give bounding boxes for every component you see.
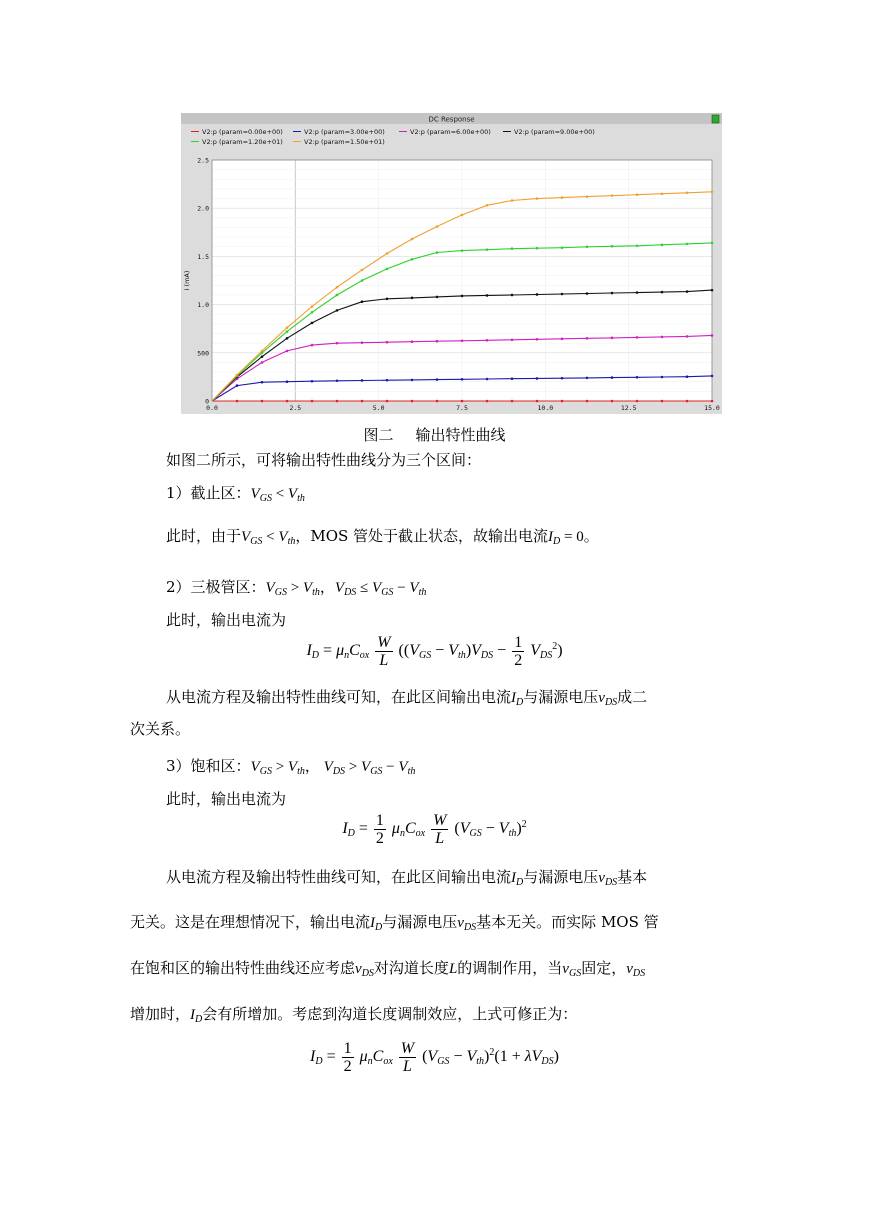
y-tick-label: 500 (197, 349, 209, 358)
chart-svg (181, 113, 722, 414)
data-point (461, 249, 464, 252)
data-point (361, 341, 364, 344)
y-tick-label: 2.5 (197, 156, 209, 165)
data-point (511, 294, 514, 297)
data-point (386, 341, 389, 344)
x-tick-label: 15.0 (704, 404, 720, 412)
y-tick-label: 0 (205, 397, 209, 406)
data-point (311, 344, 314, 347)
saturation-equation: $I_D$ = $\frac{1}{2}$ $\mu_nC_{ox}$ $\frac{W}{L}$ $(V_{GS} - V_{th})^2$ (342, 812, 527, 847)
data-point (286, 330, 289, 333)
data-point (561, 338, 564, 341)
data-point (261, 400, 264, 403)
data-point (361, 269, 364, 272)
dc-response-chart (181, 113, 722, 414)
x-tick-label: 0.0 (206, 404, 218, 412)
data-point (536, 400, 539, 403)
chart-title: DC Response (428, 115, 475, 124)
data-point (386, 298, 389, 301)
intro-paragraph: 如图二所示，可将输出特性曲线分为三个区间： (166, 451, 482, 469)
x-tick-label: 7.5 (456, 404, 468, 412)
x-tick-label: 10.0 (537, 404, 554, 412)
data-point (636, 193, 639, 196)
data-point (661, 336, 664, 339)
caption-text: 输出特性曲线 (415, 426, 506, 444)
data-point (361, 279, 364, 282)
data-point (436, 296, 439, 299)
data-point (461, 400, 464, 403)
data-point (661, 291, 664, 294)
legend-entry: V2:p (param=9.00e+00) (514, 128, 595, 136)
region2-body: 此时，输出电流为 (166, 611, 287, 629)
paragraph-4: 在饱和区的输出特性曲线还应考虑$v_{DS}$对沟道长度L的调制作用，当$v_{GS}$固定，$v_{DS}$ (130, 959, 646, 979)
data-point (311, 305, 314, 308)
data-point (686, 290, 689, 293)
region1-body: 此时，由于$V_{GS} < V_{th}$，MOS 管处于截止状态，故输出电流$I_D = 0$。 (166, 527, 599, 547)
data-point (411, 400, 414, 403)
data-point (686, 400, 689, 403)
data-point (611, 292, 614, 295)
data-point (636, 336, 639, 339)
data-point (236, 384, 239, 387)
data-point (336, 379, 339, 382)
clm-equation: $I_D$ = $\frac{1}{2}$ $\mu_nC_{ox}$ $\frac{W}{L}$ $(V_{GS} - V_{th})^2(1 + \lambda V_{DS})$ (310, 1040, 559, 1075)
data-point (386, 400, 389, 403)
data-point (336, 286, 339, 289)
data-point (561, 377, 564, 380)
data-point (486, 204, 489, 207)
data-point (436, 225, 439, 228)
data-point (486, 378, 489, 381)
data-point (411, 258, 414, 261)
data-point (536, 197, 539, 200)
data-point (711, 242, 714, 245)
data-point (611, 245, 614, 248)
data-point (611, 194, 614, 197)
data-point (561, 246, 564, 249)
data-point (436, 340, 439, 343)
y-tick-label: 2.0 (197, 204, 209, 213)
x-tick-label: 5.0 (372, 404, 385, 412)
data-point (286, 350, 289, 353)
data-point (386, 268, 389, 271)
paragraph-2: 从电流方程及输出特性曲线可知，在此区间输出电流$I_D$与漏源电压$v_{DS}$基本 (166, 868, 648, 888)
x-tick-label: 2.5 (289, 404, 302, 412)
data-point (561, 400, 564, 403)
data-point (536, 247, 539, 250)
data-point (311, 311, 314, 314)
data-point (661, 400, 664, 403)
data-point (311, 322, 314, 325)
data-point (361, 300, 364, 303)
figure-caption (0, 424, 869, 445)
data-point (411, 297, 414, 300)
data-point (261, 350, 264, 353)
data-point (261, 381, 264, 384)
data-point (461, 378, 464, 381)
data-point (611, 376, 614, 379)
data-point (711, 400, 714, 403)
data-point (561, 293, 564, 296)
paragraph-5: 增加时，$I_D$会有所增加。考虑到沟道长度调制效应，上式可修正为： (130, 1005, 578, 1025)
data-point (361, 379, 364, 382)
data-point (286, 337, 289, 340)
data-point (636, 400, 639, 403)
data-point (336, 342, 339, 345)
data-point (586, 245, 589, 248)
legend-entry: V2:p (param=1.50e+01) (304, 138, 385, 146)
data-point (586, 195, 589, 198)
y-axis-label: I (mA) (183, 270, 191, 291)
legend-entry: V2:p (param=0.00e+00) (202, 128, 283, 136)
data-point (561, 196, 564, 199)
data-point (411, 238, 414, 241)
data-point (386, 252, 389, 255)
data-point (486, 294, 489, 297)
data-point (461, 339, 464, 342)
data-point (511, 338, 514, 341)
data-point (661, 192, 664, 195)
data-point (536, 377, 539, 380)
data-point (486, 400, 489, 403)
region2-heading: 2）三极管区：$V_{GS} > V_{th}$，$V_{DS} \le V_{GS} - V_{th}$ (166, 578, 427, 598)
data-point (536, 338, 539, 341)
paragraph-1: 从电流方程及输出特性曲线可知，在此区间输出电流$I_D$与漏源电压$v_{DS}$成二 (166, 688, 648, 708)
data-point (436, 378, 439, 381)
legend-entry: V2:p (param=1.20e+01) (202, 138, 283, 146)
data-point (586, 400, 589, 403)
data-point (261, 355, 264, 358)
data-point (386, 379, 389, 382)
data-point (336, 400, 339, 403)
region3-body: 此时，输出电流为 (166, 790, 287, 808)
data-point (686, 375, 689, 378)
data-point (586, 377, 589, 380)
triode-equation: $I_D = \mu_nC_{ox}$ $\frac{W}{L}$ ($(V_{GS} - V_{th})V_{DS}$ − $\frac{1}{2}$ $V_{DS}^2$) (306, 634, 563, 669)
data-point (661, 376, 664, 379)
data-point (636, 291, 639, 294)
data-point (611, 337, 614, 340)
data-point (511, 199, 514, 202)
data-point (486, 248, 489, 251)
data-point (686, 243, 689, 246)
data-point (436, 251, 439, 254)
data-point (336, 294, 339, 297)
data-point (461, 214, 464, 217)
data-point (711, 191, 714, 194)
region1-heading: 1）截止区：$V_{GS} < V_{th}$ (166, 484, 305, 504)
data-point (311, 400, 314, 403)
data-point (336, 309, 339, 312)
data-point (311, 380, 314, 383)
paragraph-1-cont: 次关系。 (130, 720, 191, 738)
data-point (586, 337, 589, 340)
data-point (711, 375, 714, 378)
data-point (411, 340, 414, 343)
data-point (511, 377, 514, 380)
data-point (436, 400, 439, 403)
data-point (486, 339, 489, 342)
data-point (536, 293, 539, 296)
data-point (361, 400, 364, 403)
data-point (511, 400, 514, 403)
data-point (511, 247, 514, 250)
legend-entry: V2:p (param=3.00e+00) (304, 128, 385, 136)
data-point (686, 191, 689, 194)
data-point (461, 295, 464, 298)
data-point (711, 334, 714, 337)
x-tick-label: 12.5 (620, 404, 637, 412)
legend-entry: V2:p (param=6.00e+00) (410, 128, 491, 136)
data-point (636, 376, 639, 379)
data-point (236, 400, 239, 403)
data-point (236, 374, 239, 377)
region3-heading: 3）饱和区：$V_{GS} > V_{th}$， $V_{DS} > V_{GS} - V_{th}$ (166, 757, 416, 777)
data-point (636, 244, 639, 247)
y-tick-label: 1.0 (197, 301, 209, 310)
data-point (611, 400, 614, 403)
data-point (711, 289, 714, 292)
data-point (661, 244, 664, 247)
data-point (286, 400, 289, 403)
data-point (286, 326, 289, 329)
y-tick-label: 1.5 (197, 252, 209, 261)
data-point (261, 361, 264, 364)
data-point (686, 335, 689, 338)
window-status-icon (712, 115, 719, 123)
caption-label: 图二 (363, 426, 394, 444)
paragraph-3: 无关。这是在理想情况下，输出电流$I_D$与漏源电压$v_{DS}$基本无关。而实际 MOS 管 (130, 913, 659, 933)
data-point (411, 379, 414, 382)
data-point (286, 380, 289, 383)
data-point (586, 292, 589, 295)
